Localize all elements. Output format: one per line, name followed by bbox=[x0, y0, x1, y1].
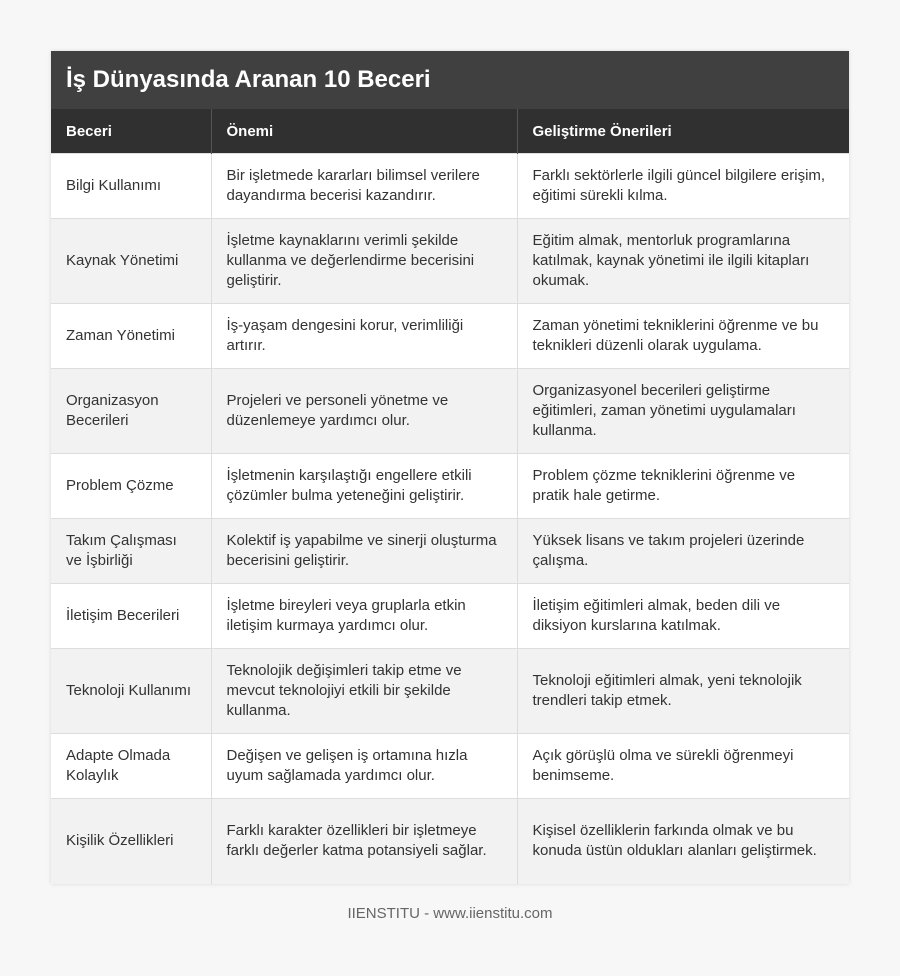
importance-cell: İşletmenin karşılaştığı engellere etkili çözümler bulma yeteneğini geliştirir. bbox=[211, 454, 517, 519]
header-row bbox=[51, 109, 849, 154]
skill-cell: Adapte Olmada Kolaylık bbox=[51, 734, 211, 799]
column-header-skill: Beceri bbox=[51, 109, 211, 154]
table-row bbox=[51, 519, 849, 584]
table-row bbox=[51, 369, 849, 454]
skills-table-card bbox=[51, 51, 849, 884]
importance-cell: Değişen ve gelişen iş ortamına hızla uyum sağlamada yardımcı olur. bbox=[211, 734, 517, 799]
table-row bbox=[51, 799, 849, 884]
importance-cell: Teknolojik değişimleri takip etme ve mevcut teknolojiyi etkili bir şekilde kullanma. bbox=[211, 649, 517, 734]
importance-cell: İşletme kaynaklarını verimli şekilde kullanma ve değerlendirme becerisini geliştirir. bbox=[211, 219, 517, 304]
skill-cell: Zaman Yönetimi bbox=[51, 304, 211, 369]
importance-cell: Farklı karakter özellikleri bir işletmeye farklı değerler katma potansiyeli sağlar. bbox=[211, 799, 517, 884]
suggestion-cell: Zaman yönetimi tekniklerini öğrenme ve bu teknikleri düzenli olarak uygulama. bbox=[517, 304, 849, 369]
footer-credit: IIENSTITU - www.iienstitu.com bbox=[347, 905, 553, 922]
importance-cell: İş-yaşam dengesini korur, verimliliği artırır. bbox=[211, 304, 517, 369]
suggestion-cell: Eğitim almak, mentorluk programlarına katılmak, kaynak yönetimi ile ilgili kitapları okumak. bbox=[517, 219, 849, 304]
importance-cell: İşletme bireyleri veya gruplarla etkin iletişim kurmaya yardımcı olur. bbox=[211, 584, 517, 649]
table-row bbox=[51, 454, 849, 519]
suggestion-cell: Problem çözme tekniklerini öğrenme ve pratik hale getirme. bbox=[517, 454, 849, 519]
suggestion-cell: Farklı sektörlerle ilgili güncel bilgilere erişim, eğitimi sürekli kılma. bbox=[517, 154, 849, 219]
skill-cell: Kaynak Yönetimi bbox=[51, 219, 211, 304]
table-row bbox=[51, 649, 849, 734]
table-header bbox=[51, 109, 849, 154]
skill-cell: Organizasyon Becerileri bbox=[51, 369, 211, 454]
table-row bbox=[51, 219, 849, 304]
page-title: İş Dünyasında Aranan 10 Beceri bbox=[66, 66, 431, 93]
table-row bbox=[51, 584, 849, 649]
table-row bbox=[51, 304, 849, 369]
suggestion-cell: Organizasyonel becerileri geliştirme eğitimleri, zaman yönetimi uygulamaları kullanma. bbox=[517, 369, 849, 454]
skill-cell: Takım Çalışması ve İşbirliği bbox=[51, 519, 211, 584]
title-bar bbox=[51, 51, 849, 109]
suggestion-cell: Kişisel özelliklerin farkında olmak ve bu konuda üstün oldukları alanları geliştirmek. bbox=[517, 799, 849, 884]
skill-cell: Problem Çözme bbox=[51, 454, 211, 519]
suggestion-cell: İletişim eğitimleri almak, beden dili ve diksiyon kurslarına katılmak. bbox=[517, 584, 849, 649]
column-header-suggestions: Geliştirme Önerileri bbox=[517, 109, 849, 154]
suggestion-cell: Teknoloji eğitimleri almak, yeni teknolojik trendleri takip etmek. bbox=[517, 649, 849, 734]
table-body bbox=[51, 154, 849, 884]
suggestion-cell: Açık görüşlü olma ve sürekli öğrenmeyi benimseme. bbox=[517, 734, 849, 799]
suggestion-cell: Yüksek lisans ve takım projeleri üzerinde çalışma. bbox=[517, 519, 849, 584]
importance-cell: Projeleri ve personeli yönetme ve düzenlemeye yardımcı olur. bbox=[211, 369, 517, 454]
table-row bbox=[51, 734, 849, 799]
importance-cell: Bir işletmede kararları bilimsel verilere dayandırma becerisi kazandırır. bbox=[211, 154, 517, 219]
table-row bbox=[51, 154, 849, 219]
skill-cell: İletişim Becerileri bbox=[51, 584, 211, 649]
skill-cell: Teknoloji Kullanımı bbox=[51, 649, 211, 734]
skill-cell: Bilgi Kullanımı bbox=[51, 154, 211, 219]
importance-cell: Kolektif iş yapabilme ve sinerji oluşturma becerisini geliştirir. bbox=[211, 519, 517, 584]
column-header-importance: Önemi bbox=[211, 109, 517, 154]
skill-cell: Kişilik Özellikleri bbox=[51, 799, 211, 884]
skills-table bbox=[51, 109, 849, 884]
